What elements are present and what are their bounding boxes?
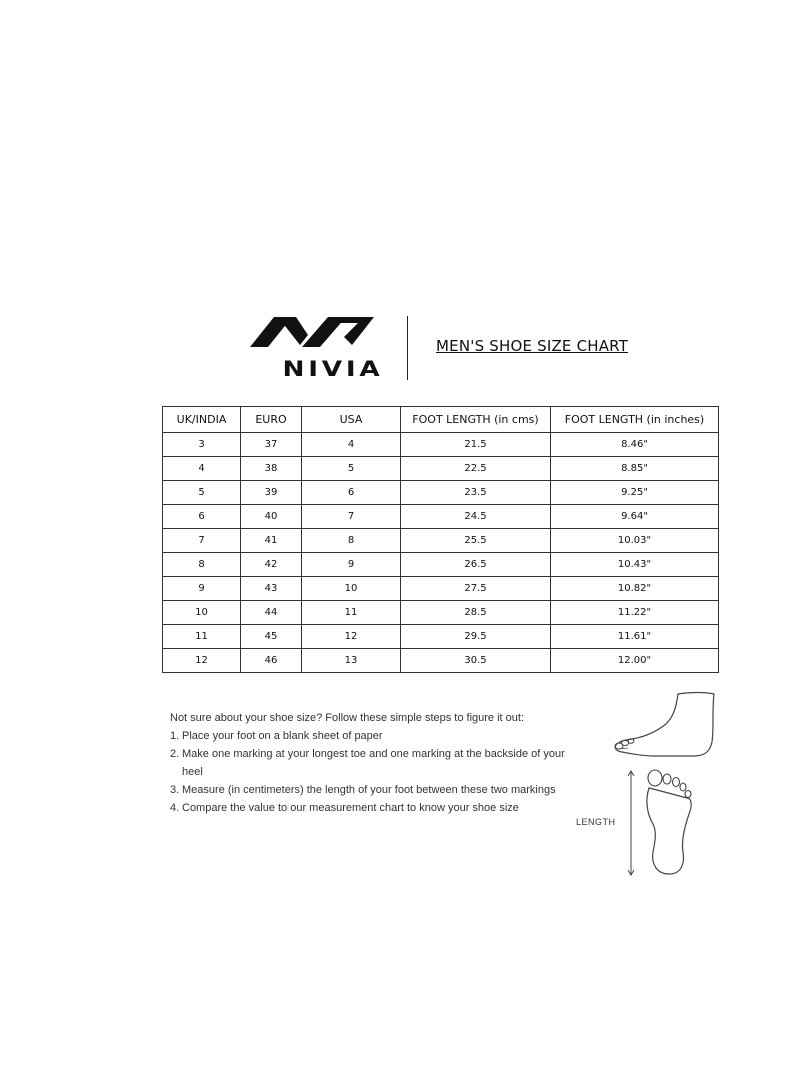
cell-foot-length-inches: 10.03" bbox=[551, 529, 719, 553]
cell-euro: 44 bbox=[241, 601, 302, 625]
cell-foot-length-inches: 8.85" bbox=[551, 457, 719, 481]
cell-uk-india: 3 bbox=[163, 433, 241, 457]
cell-foot-length-cm: 24.5 bbox=[401, 505, 551, 529]
step-text: Make one marking at your longest toe and one marking at the backside of your heel bbox=[182, 748, 565, 778]
cell-euro: 39 bbox=[241, 481, 302, 505]
size-chart-table bbox=[162, 406, 719, 673]
cell-uk-india: 4 bbox=[163, 457, 241, 481]
cell-uk-india: 9 bbox=[163, 577, 241, 601]
table-row bbox=[163, 577, 719, 601]
cell-foot-length-cm: 27.5 bbox=[401, 577, 551, 601]
cell-euro: 45 bbox=[241, 625, 302, 649]
cell-euro: 37 bbox=[241, 433, 302, 457]
step-number: 2. bbox=[170, 748, 180, 760]
table-row bbox=[163, 481, 719, 505]
cell-foot-length-inches: 9.25" bbox=[551, 481, 719, 505]
instruction-step bbox=[170, 799, 580, 817]
cell-uk-india: 11 bbox=[163, 625, 241, 649]
table-row bbox=[163, 505, 719, 529]
cell-usa: 10 bbox=[302, 577, 401, 601]
step-number: 4. bbox=[170, 802, 180, 814]
instructions-steps bbox=[170, 727, 580, 817]
column-header-foot-length-inches: FOOT LENGTH (in inches) bbox=[551, 407, 719, 433]
page-title: MEN'S SHOE SIZE CHART bbox=[436, 337, 629, 355]
table-row bbox=[163, 601, 719, 625]
column-header-usa: USA bbox=[302, 407, 401, 433]
cell-foot-length-cm: 21.5 bbox=[401, 433, 551, 457]
cell-foot-length-cm: 22.5 bbox=[401, 457, 551, 481]
cell-foot-length-inches: 12.00" bbox=[551, 649, 719, 673]
cell-usa: 6 bbox=[302, 481, 401, 505]
cell-foot-length-inches: 8.46" bbox=[551, 433, 719, 457]
cell-usa: 11 bbox=[302, 601, 401, 625]
cell-usa: 5 bbox=[302, 457, 401, 481]
cell-foot-length-cm: 29.5 bbox=[401, 625, 551, 649]
cell-foot-length-inches: 9.64" bbox=[551, 505, 719, 529]
cell-usa: 7 bbox=[302, 505, 401, 529]
cell-foot-length-cm: 23.5 bbox=[401, 481, 551, 505]
table-row bbox=[163, 529, 719, 553]
cell-uk-india: 7 bbox=[163, 529, 241, 553]
instructions-intro: Not sure about your shoe size? Follow these simple steps to figure it out: bbox=[170, 712, 525, 724]
cell-foot-length-cm: 26.5 bbox=[401, 553, 551, 577]
cell-euro: 43 bbox=[241, 577, 302, 601]
cell-euro: 46 bbox=[241, 649, 302, 673]
step-text: Compare the value to our measurement chart to know your shoe size bbox=[182, 802, 519, 814]
column-header-euro: EURO bbox=[241, 407, 302, 433]
nivia-chevron-logo-icon bbox=[248, 315, 376, 349]
column-header-uk-india: UK/INDIA bbox=[163, 407, 241, 433]
step-text: Place your foot on a blank sheet of paper bbox=[182, 730, 383, 742]
cell-usa: 8 bbox=[302, 529, 401, 553]
cell-uk-india: 12 bbox=[163, 649, 241, 673]
cell-uk-india: 8 bbox=[163, 553, 241, 577]
cell-uk-india: 10 bbox=[163, 601, 241, 625]
cell-euro: 42 bbox=[241, 553, 302, 577]
instruction-step bbox=[170, 745, 580, 781]
cell-foot-length-inches: 10.82" bbox=[551, 577, 719, 601]
length-label: LENGTH bbox=[576, 817, 616, 827]
cell-euro: 38 bbox=[241, 457, 302, 481]
table-row bbox=[163, 649, 719, 673]
step-number: 3. bbox=[170, 784, 180, 796]
cell-euro: 40 bbox=[241, 505, 302, 529]
instruction-step bbox=[170, 727, 580, 745]
cell-foot-length-cm: 25.5 bbox=[401, 529, 551, 553]
cell-foot-length-inches: 11.61" bbox=[551, 625, 719, 649]
measurement-instructions bbox=[170, 709, 580, 817]
brand-logo bbox=[248, 315, 388, 383]
cell-euro: 41 bbox=[241, 529, 302, 553]
foot-side-view-icon bbox=[610, 688, 720, 765]
cell-usa: 12 bbox=[302, 625, 401, 649]
table-row bbox=[163, 553, 719, 577]
table-row bbox=[163, 433, 719, 457]
cell-foot-length-inches: 11.22" bbox=[551, 601, 719, 625]
cell-foot-length-cm: 30.5 bbox=[401, 649, 551, 673]
cell-usa: 13 bbox=[302, 649, 401, 673]
column-header-foot-length-cm: FOOT LENGTH (in cms) bbox=[401, 407, 551, 433]
table-row bbox=[163, 625, 719, 649]
brand-name: NIVIA bbox=[282, 357, 384, 381]
cell-foot-length-cm: 28.5 bbox=[401, 601, 551, 625]
header-divider bbox=[407, 316, 408, 380]
cell-uk-india: 5 bbox=[163, 481, 241, 505]
step-number: 1. bbox=[170, 730, 180, 742]
cell-foot-length-inches: 10.43" bbox=[551, 553, 719, 577]
foot-sole-outline-icon bbox=[625, 766, 700, 887]
step-text: Measure (in centimeters) the length of your foot between these two markings bbox=[182, 784, 556, 796]
cell-uk-india: 6 bbox=[163, 505, 241, 529]
table-row bbox=[163, 457, 719, 481]
cell-usa: 9 bbox=[302, 553, 401, 577]
table-header-row bbox=[163, 407, 719, 433]
cell-usa: 4 bbox=[302, 433, 401, 457]
instruction-step bbox=[170, 781, 580, 799]
